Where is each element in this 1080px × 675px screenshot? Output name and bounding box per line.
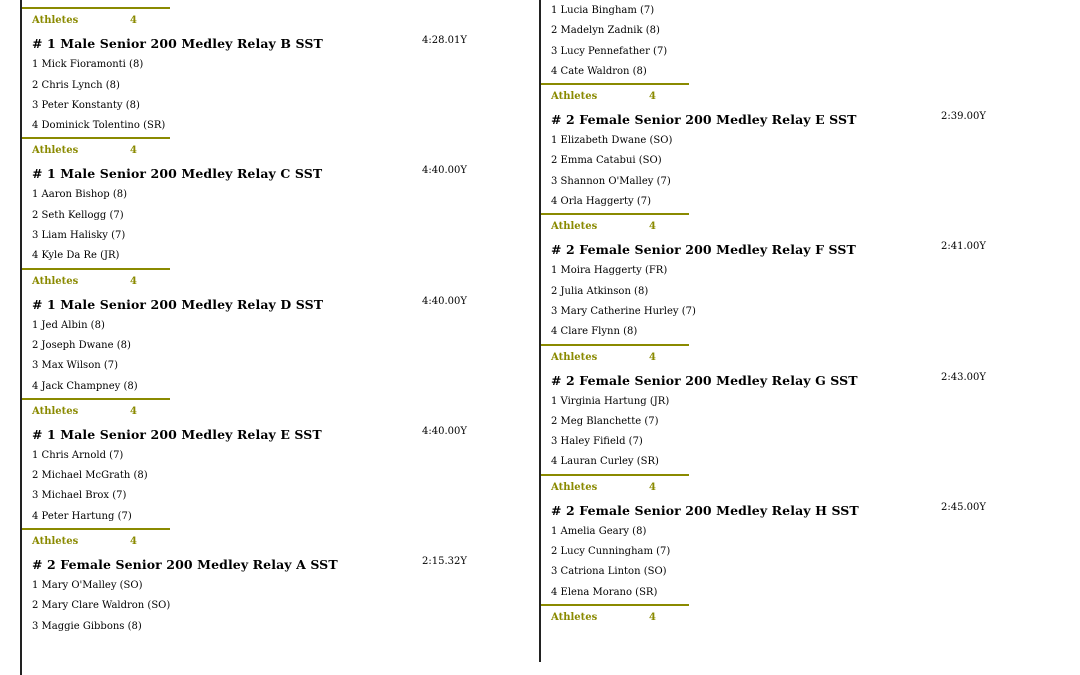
relay-entry <box>541 107 1041 237</box>
athletes-row <box>22 139 522 161</box>
swimmer-entry: 4 Clare Flynn (8) <box>551 326 638 338</box>
swimmer-entry: 4 Elena Morano (SR) <box>551 586 658 598</box>
relay-entry <box>22 292 522 422</box>
swimmer-entry: 2 Emma Catabui (SO) <box>551 155 662 167</box>
swimmer-entry: 2 Michael McGrath (8) <box>32 470 148 482</box>
athletes-label: Athletes <box>551 481 598 493</box>
relay-header <box>22 161 522 185</box>
athletes-count: 4 <box>130 145 137 157</box>
relay-seed-time: 4:28.01Y <box>422 35 467 47</box>
athletes-row <box>541 346 1041 368</box>
athletes-label: Athletes <box>551 221 598 233</box>
swimmer-entry: 2 Madelyn Zadnik (8) <box>551 25 660 37</box>
athletes-count: 4 <box>130 405 137 417</box>
relay-title: # 1 Male Senior 200 Medley Relay C SST <box>32 166 323 182</box>
relay-title: # 2 Female Senior 200 Medley Relay F SST <box>551 242 856 258</box>
athletes-label: Athletes <box>32 405 79 417</box>
swimmer-entry: 3 Max Wilson (7) <box>32 360 118 372</box>
swimmer-entry: 2 Julia Atkinson (8) <box>551 285 649 297</box>
relay-title: # 1 Male Senior 200 Medley Relay D SST <box>32 296 324 312</box>
right-column <box>539 0 1041 662</box>
athletes-label: Athletes <box>551 611 598 623</box>
relay-seed-time: 2:41.00Y <box>941 241 986 253</box>
swimmer-entry: 4 Peter Hartung (7) <box>32 510 132 522</box>
swimmer-entry: 1 Elizabeth Dwane (SO) <box>551 135 673 147</box>
swimmer-entry: 3 Mary Catherine Hurley (7) <box>551 305 696 317</box>
swimmer-entry: 4 Dominick Tolentino (SR) <box>32 120 166 132</box>
swimmer-entry: 2 Meg Blanchette (7) <box>551 415 659 427</box>
athletes-row <box>541 215 1041 237</box>
relay-header <box>541 107 1041 131</box>
relay-entry <box>541 237 1041 367</box>
relay-header <box>541 368 1041 392</box>
swimmer-entry: 4 Cate Waldron (8) <box>551 65 647 77</box>
relay-seed-time: 2:15.32Y <box>422 556 467 568</box>
swimmer-entry: 4 Lauran Curley (SR) <box>551 456 659 468</box>
athletes-count: 4 <box>649 481 656 493</box>
swimmer-entry: 1 Moira Haggerty (FR) <box>551 265 668 277</box>
relay-title: # 2 Female Senior 200 Medley Relay A SST <box>32 557 338 573</box>
swimmer-entry: 4 Kyle Da Re (JR) <box>32 250 120 262</box>
swimmer-entry: 3 Maggie Gibbons (8) <box>32 620 142 632</box>
swimmer-entry: 1 Virginia Hartung (JR) <box>551 395 670 407</box>
athletes-row <box>22 400 522 422</box>
swimmer-entry: 1 Aaron Bishop (8) <box>32 189 128 201</box>
swimmer-entry: 1 Mary O'Malley (SO) <box>32 580 143 592</box>
swimmer-entry: 2 Joseph Dwane (8) <box>32 339 131 351</box>
left-column <box>20 0 522 675</box>
athletes-label: Athletes <box>551 91 598 103</box>
relay-title: # 2 Female Senior 200 Medley Relay E SST <box>551 112 857 128</box>
relay-entry <box>22 161 522 291</box>
relay-entry <box>22 422 522 552</box>
relay-header <box>541 237 1041 261</box>
relay-seed-time: 2:43.00Y <box>941 371 986 383</box>
swimmer-entry: 3 Michael Brox (7) <box>32 490 127 502</box>
relay-title: # 2 Female Senior 200 Medley Relay H SST <box>551 502 859 518</box>
relay-title: # 1 Male Senior 200 Medley Relay B SST <box>32 36 323 52</box>
athletes-count: 4 <box>649 91 656 103</box>
relay-seed-time: 4:40.00Y <box>422 165 467 177</box>
swimmer-entry: 1 Lucia Bingham (7) <box>551 5 655 16</box>
swimmer-entry: 3 Haley Fifield (7) <box>551 436 643 448</box>
athletes-row <box>22 530 522 552</box>
swimmer-entry: 4 Orla Haggerty (7) <box>551 196 652 208</box>
swimmer-entry: 1 Chris Arnold (7) <box>32 449 124 461</box>
swimmer-entry: 3 Lucy Pennefather (7) <box>551 45 668 57</box>
relay-header <box>22 292 522 316</box>
relay-header <box>541 498 1041 522</box>
athletes-row <box>22 9 522 31</box>
swimmer-entry: 2 Chris Lynch (8) <box>32 79 120 91</box>
athletes-row <box>541 85 1041 107</box>
relay-header <box>22 552 522 576</box>
swimmer-entry: 1 Jed Albin (8) <box>32 319 105 331</box>
relay-title: # 2 Female Senior 200 Medley Relay G SST <box>551 372 858 388</box>
relay-entry <box>541 368 1041 498</box>
swimmer-entry <box>22 0 522 6</box>
swimmer-entry: 1 Amelia Geary (8) <box>551 525 647 537</box>
athletes-label: Athletes <box>32 536 79 548</box>
relay-seed-time: 2:45.00Y <box>941 501 986 513</box>
swimmer-entry: 3 Shannon O'Malley (7) <box>551 175 671 187</box>
swimmer-entry: 2 Lucy Cunningham (7) <box>551 546 671 558</box>
relay-entry <box>22 31 522 161</box>
athletes-count: 4 <box>130 15 137 27</box>
athletes-label: Athletes <box>551 351 598 363</box>
athletes-count: 4 <box>130 536 137 548</box>
athletes-count: 4 <box>130 275 137 287</box>
swimmer-entry: 3 Catriona Linton (SO) <box>551 566 667 578</box>
athletes-row <box>541 606 1041 628</box>
relay-entry <box>541 498 1041 628</box>
swimmer-entry: 4 Jack Champney (8) <box>32 380 138 392</box>
swimmer-entry: 2 Mary Clare Waldron (SO) <box>32 600 171 612</box>
swimmer-entry: 3 Peter Konstanty (8) <box>32 99 140 111</box>
relay-title: # 1 Male Senior 200 Medley Relay E SST <box>32 426 322 442</box>
athletes-count: 4 <box>649 611 656 623</box>
athletes-row <box>541 476 1041 498</box>
relay-seed-time: 4:40.00Y <box>422 295 467 307</box>
relay-seed-time: 4:40.00Y <box>422 425 467 437</box>
athletes-count: 4 <box>649 351 656 363</box>
relay-entry <box>22 552 522 637</box>
athletes-label: Athletes <box>32 15 79 27</box>
relay-seed-time: 2:39.00Y <box>941 111 986 123</box>
athletes-label: Athletes <box>32 275 79 287</box>
athletes-count: 4 <box>649 221 656 233</box>
relay-header <box>22 422 522 446</box>
swimmer-entry: 2 Seth Kellogg (7) <box>32 209 124 221</box>
swimmer-entry: 3 Liam Halisky (7) <box>32 230 126 242</box>
athletes-label: Athletes <box>32 145 79 157</box>
relay-header <box>22 31 522 55</box>
athletes-row <box>22 270 522 292</box>
swimmer-entry: 1 Mick Fioramonti (8) <box>32 59 144 71</box>
